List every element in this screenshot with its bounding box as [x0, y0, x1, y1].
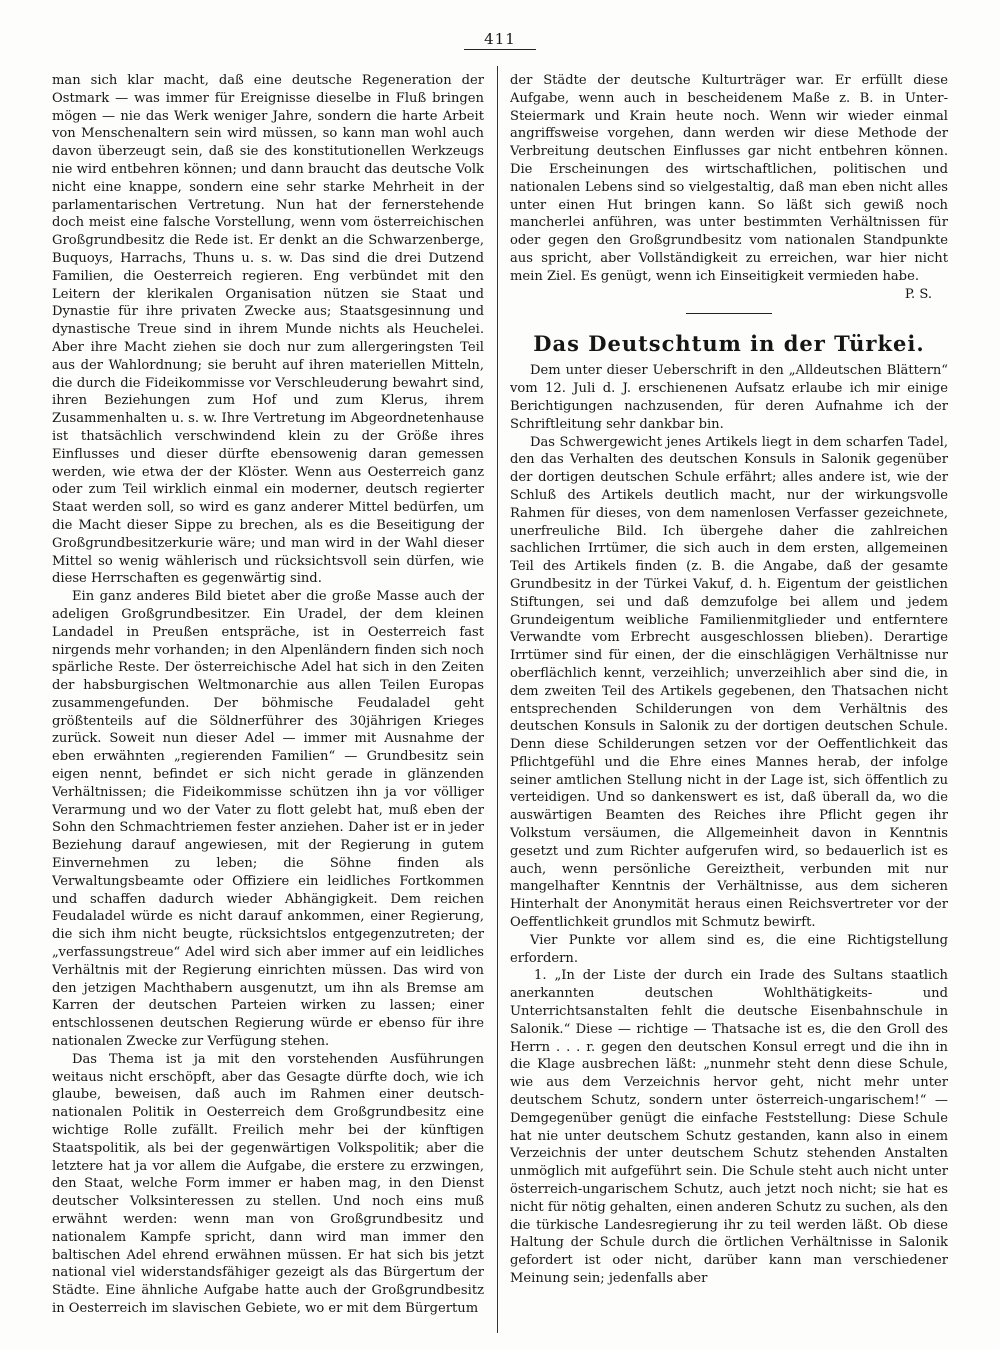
article-paragraph: Das Schwergewicht jenes Artikels liegt in dem scharfen Tadel, den das Verhalten des deutschen Konsuls in Salonik gegenüber der dortigen deutschen Schule erfährt; alles andere ist, wie der Schluß des Artikels deutlich macht, nur der wirkungsvolle Rahmen für dieses, von dem namenlosen Verfasser gezeichnete, unerfreuliche Bild. Ich übergehe daher die zahlreichen sachlichen Irrtümer, die sich auch in dem ersten, allgemeinen Teil des Artikels finden (z. B. die Angabe, daß der gesamte Grundbesitz in der Türkei Vakuf, d. h. Eigentum der geistlichen Stiftungen, sei und daß demzufolge bei allem und jedem Grundeigentum weibliche Familienmitglieder und entferntere Verwandte vom Erbrecht ausgeschlossen blieben). Derartige Irrtümer sind für einen, der die einschlägigen Verhältnisse nur oberflächlich kennt, verzeihlich; unverzeihlich aber sind die, in dem zweiten Teil des Artikels gegebenen, den Thatsachen nicht entsprechenden Schilderungen von dem Verhältnis des deutschen Konsuls in Salonik zu der dortigen deutschen Schule. Denn diese Schilderungen setzen vor der Oeffentlichkeit das Pflichtgefühl und die Ehre eines Mannes herab, der infolge seiner amtlichen Stellung nicht in der Lage ist, sich öffentlich zu verteidigen. Und so dankenswert es ist, daß überall da, wo die auswärtigen Beamten des Reiches ihre Pflicht gegen ihr Volkstum versäumen, die Allgemeinheit davon in Kenntnis gesetzt und zum Richter aufgerufen wird, so bedauerlich ist es auch, wenn persönliche Gereiztheit, verbunden mit nur mangelhafter Kenntnis der Verhältnisse, aus dem sicheren Hinterhalt der Anonymität heraus einen Reichsvertreter vor der Oeffentlichkeit grundlos mit Schmutz bewirft. [510, 434, 948, 931]
numbered-point: 1. „In der Liste der durch ein Irade des Sultans staatlich anerkannten deutschen Wohlthätigkeits- und Unterrichtsanstalten fehlt die deutsche Eisenbahnschule in Salonik.“ Diese — richtige — Thatsache ist es, die den Groll des Herrn . . . r. gegen den deutschen Konsul erregt und die ihn in die Klage ausbrechen läßt: „nunmehr steht denn diese Schule, wie aus dem Verzeichnis hervor geht, nicht mehr unter deutschem Schutz, sondern unter österreich-ungarischem!“ — Demgegenüber genügt die einfache Feststellung: Diese Schule hat nie unter deutschem Schutz gestanden, kann also in einem Verzeichnis der unter deutschem Schutz stehenden Anstalten unmöglich mit aufgeführt sein. Die Schule steht auch nicht unter österreich-ungarischem Schutz, auch jetzt noch nicht; sie hat es nicht für nötig gehalten, einen anderen Schutz zu suchen, als den die türkische Landesregierung ihr zu teil werden läßt. Ob diese Haltung der Schule durch die örtlichen Verhältnisse in Salonik gefordert ist oder nicht, darüber kann man verschiedener Meinung sein; jedenfalls aber [510, 968, 948, 1286]
article-paragraph: Das Thema ist ja mit den vorstehenden Ausführungen weitaus nicht erschöpft, aber das Gesagte dürfte doch, wie ich glaube, beweisen, daß auch im Rahmen einer deutsch-nationalen Politik in Oesterreich dem Großgrundbesitz eine wichtige Rolle zufällt. Freilich mehr bei der künftigen Staatspolitik, als bei der gegenwärtigen Volkspolitik; aber die letztere hat ja vor allem die Aufgabe, die erstere zu erzwingen, den Staat, welche Form immer er haben mag, in den Dienst deutscher Volksinteressen zu stellen. Und noch eins muß erwähnt werden: wenn man von Großgrundbesitz und nationalem Kampfe spricht, dann wird man immer den baltischen Adel ehrend erwähnen müssen. Er hat sich bis jetzt national viel widerstandsfähiger gezeigt als das Bürgertum der Städte. Eine ähnliche Aufgabe hatte auch der Großgrundbesitz in Oesterreich im slavischen Gebiete, wo er mit dem Bürgertum [52, 1051, 484, 1316]
right-column [510, 72, 948, 1331]
left-column [52, 72, 484, 1331]
column-divider [497, 66, 498, 1333]
article-heading: Das Deutschtum in der Türkei. [533, 331, 925, 357]
article-paragraph: Vier Punkte vor allem sind es, die eine Richtigstellung erfordern. [510, 932, 948, 966]
article-continuation: der Städte der deutsche Kulturträger war. Er erfüllt diese Aufgabe, wenn auch in bescheidenem Maße z. B. in Unter-Steiermark und Krain heute noch. Wenn wir wieder einmal angriffsweise vorgehen, dann werden wir diese Methode der Verbreitung deutschen Einflusses gar nicht entbehren können. Die Erscheinungen des wirtschaftlichen, politischen und nationalen Lebens sind so vielgestaltig, daß man eben nicht alles unter einen Hut bringen kann. So läßt sich gewiß noch mancherlei anführen, was unter bestimmten Verhältnissen für oder gegen den Großgrundbesitz vom nationalen Standpunkte aus spricht, aber Vollständigkeit zu erreichen, war hier nicht mein Ziel. Es genügt, wenn ich Einseitigkeit vermieden habe. [510, 73, 948, 284]
page-number: 411 [0, 30, 1000, 48]
article-paragraph: Ein ganz anderes Bild bietet aber die große Masse auch der adeligen Großgrundbesitzer. Ein Uradel, der dem kleinen Landadel in Preußen entspräche, ist in Oesterreich fast nirgends mehr vorhanden; in den Alpenländern finden sich noch spärliche Reste. Der österreichische Adel hat sich in den Zeiten der habsburgischen Weltmonarchie aus allen Teilen Europas zusammengefunden. Der böhmische Feudaladel geht größtenteils auf die Söldnerführer des 30jährigen Krieges zurück. Soweit nun dieser Adel — immer mit Ausnahme der eben erwähnten „regierenden Familien“ — Grundbesitz sein eigen nennt, befindet er sich nicht gerade in glänzenden Verhältnissen; die Fideikommisse schützen ihn ja vor völliger Verarmung und wo der Vater zu flott gelebt hat, muß eben der Sohn den Schmachtriemen fester anziehen. Daher ist er in jeder Beziehung darauf angewiesen, mit der Regierung in gutem Einvernehmen zu leben; die Söhne finden als Verwaltungsbeamte oder Offiziere ein leidliches Fortkommen und schaffen dadurch wieder Abhängigkeit. Dem reichen Feudaladel würde es nicht darauf ankommen, einer Regierung, die sich ihm nicht beugte, rücksichtslos entgegenzutreten; der „verfassungstreue“ Adel wird sich aber immer auf ein leidliches Verhältnis mit der Regierung einrichten müssen. Das wird von den jetzigen Machthabern ausgenutzt, um ihn als Bremse am Karren der deutschen Parteien wirken zu lassen; einer entschlossenen deutschen Regierung würde er ebenso für ihre nationalen Zwecke zur Verfügung stehen. [52, 589, 484, 1050]
author-signature: P. S. [904, 286, 932, 302]
article-paragraph: Dem unter dieser Ueberschrift in den „Alldeutschen Blättern“ vom 12. Juli d. J. erschienenen Aufsatz erlaube ich mir einige Berichtigungen nachzusenden, für deren Aufnahme ich der Schriftleitung sehr dankbar bin. [510, 363, 948, 432]
section-divider [686, 313, 772, 314]
article-paragraph: man sich klar macht, daß eine deutsche Regeneration der Ostmark — was immer für Ereignisse dieselbe in Fluß bringen mögen — nie das Werk weniger Jahre, sondern die harte Arbeit von Menschenaltern sein wird müssen, so kann man wohl auch davon überzeugt sein, daß sie des konstitutionellen Werkzeugs nie wird entbehren können; und dann braucht das deutsche Volk nicht eine knappe, sondern eine sehr starke Mehrheit in der parlamentarischen Vertretung. Nun hat der fernerstehende doch meist eine falsche Vorstellung, wenn vom österreichischen Großgrundbesitz die Rede ist. Er denkt an die Schwarzenberge, Buquoys, Harrachs, Thuns u. s. w. Das sind die drei Dutzend Familien, die Oesterreich regieren. Eng verbündet mit den Leitern der klerikalen Organisation nützen sie Staat und Dynastie für ihre privaten Zwecke aus; Staatsgesinnung und dynastische Treue sind in ihrem Munde nichts als Heuchelei. Aber ihre Macht ziehen sie doch nur zum allergeringsten Teil aus der Wahlordnung; sie beruht auf ihren materiellen Mitteln, die durch die Fideikommisse vor Verschleuderung bewahrt sind, ihren Beziehungen zum Hof und zum Klerus, ihrem Zusammenhalten u. s. w. Ihre Vertretung im Abgeordnetenhause ist thatsächlich verschwindend klein zu der Größe ihres Einflusses und dieser dürfte ebensowenig daran gemessen werden, wie etwa der der Klöster. Wenn aus Oesterreich ganz oder zum Teil wirklich einmal ein moderner, deutsch regierter Staat werden soll, so wird es ganz anderer Mittel bedürfen, um die Macht dieser Sippe zu brechen, als es die Beseitigung der Großgrundbesitzerkurie wäre; und man wird in der Wahl dieser Mittel so wenig wählerisch und rücksichtsvoll sein dürfen, wie diese Herrschaften es gegenwärtig sind. [52, 73, 484, 587]
